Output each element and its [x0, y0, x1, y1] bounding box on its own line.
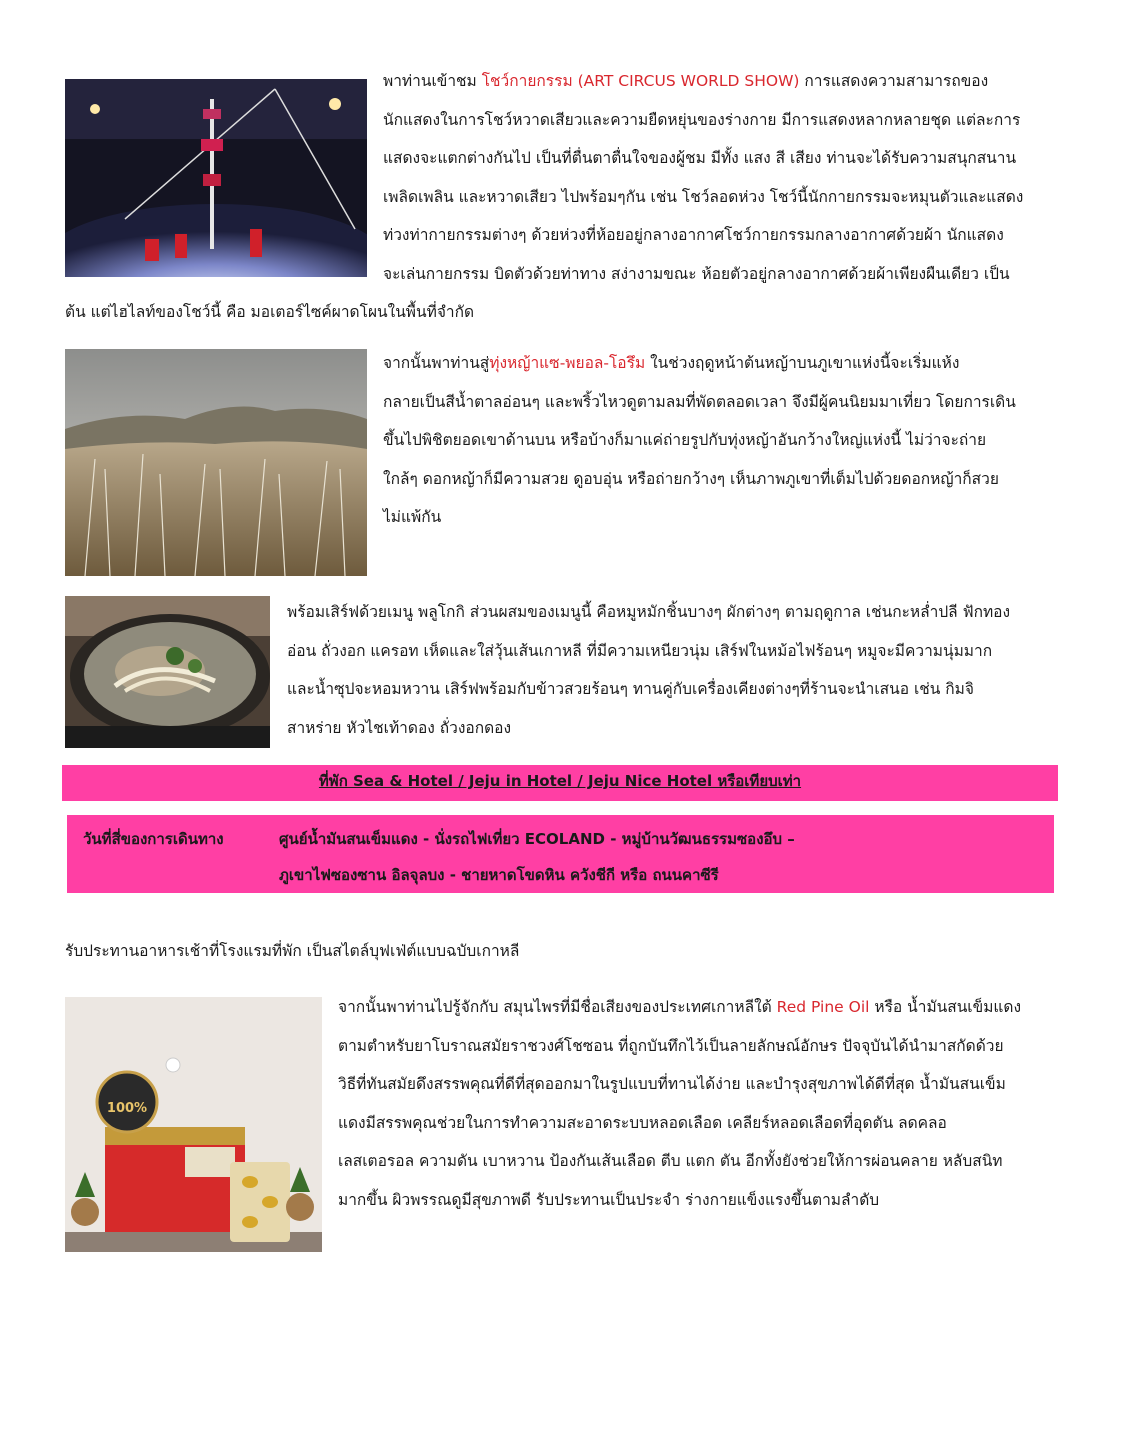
text-line: แสดงจะแตกต่างกันไป เป็นที่ตื่นตาตื่นใจของผู้ชม มีทั้ง แสง สี เสียง ท่านจะได้รับความสนุกสนาน: [383, 149, 1017, 167]
text-line: วิธีที่ทันสมัยดึงสรรพคุณที่ดีที่สุดออกมาในรูปแบบที่ทานได้ง่าย และบำรุงสุขภาพได้ดีที่สุด น้ำมันสนเข็ม: [338, 1075, 1006, 1093]
text-line: กลายเป็นสีน้ำตาลอ่อนๆ และพริ้วไหวดูตามลมที่พัดตลอดเวลา จึงมีผู้คนนิยมมาเที่ยว โดยการเดิน: [383, 392, 1016, 411]
circus-photo: [65, 79, 367, 277]
day-itinerary-line: ศูนย์น้ำมันสนเข็มแดง - นั่งรถไฟเที่ยว ECOLAND - หมู่บ้านวัฒนธรรมซองอึบ –: [279, 830, 795, 848]
text-line: ตามตำหรับยาโบราณสมัยราชวงศ์โชซอน ที่ถูกบันทึกไว้เป็นลายลักษณ์อักษร ปัจจุบันได้นำมาสกัดด้วย: [338, 1036, 1004, 1055]
text-line: พร้อมเสิร์ฟด้วยเมนู พลูโกกิ ส่วนผสมของเมนูนี้ คือหมูหมักชิ้นบางๆ ผักต่างๆ ตามฤดูกาล เช่นกะหล่ำปลี ฟักทอง: [287, 603, 1011, 621]
text: หรือ น้ำมันสนเข็มแดง: [869, 998, 1022, 1016]
text-line: ท่วงท่ากายกรรมต่างๆ ด้วยห่วงที่ห้อยอยู่กลางอากาศโชว์กายกรรมกลางอากาศด้วยผ้า นักแสดง: [383, 226, 1004, 244]
text: จากนั้นพาท่านสู่: [383, 354, 490, 372]
bulgogi-description: [287, 593, 1010, 747]
hotel-text: ที่พัก Sea & Hotel / Jeju in Hotel / Jeju Nice Hotel หรือเทียบเท่า: [318, 772, 802, 790]
text-line: เลสเตอรอล ความดัน เบาหวาน ป้องกันเส้นเลือด ตีบ แตก ตัน อีกทั้งยังช่วยให้การผ่อนคลาย หลับสนิท: [338, 1152, 1003, 1170]
text: พาท่านเข้าชม: [383, 72, 482, 90]
text-line: และน้ำซุปจะหอมหวาน เสิร์ฟพร้อมกับข้าวสวยร้อนๆ ทานคู่กับเครื่องเคียงต่างๆที่ร้านจะนำเสนอ เช่น กิมจิ: [287, 680, 974, 698]
grassland-description: [383, 344, 1016, 537]
text-line: นักแสดงในการโชว์หวาดเสียวและความยืดหยุ่นของร่างกาย มีการแสดงหลากหลายชุด แต่ละการ: [383, 110, 1021, 129]
text-line: มากขึ้น ผิวพรรณดูมีสุขภาพดี รับประทานเป็นประจำ ร่างกายแข็งแรงขึ้นตามลำดับ: [338, 1190, 880, 1209]
text-line: สาหร่าย หัวไชเท้าดอง ถั่วงอกดอง: [287, 718, 512, 737]
red-pine-oil-product-photo: [65, 997, 322, 1252]
purity-badge: 100%: [106, 1101, 148, 1116]
day-four-banner: [67, 815, 1054, 893]
bulgogi-photo: [65, 596, 270, 748]
hotel-banner: [62, 765, 1058, 801]
text-line: จะเล่นกายกรรม บิดตัวด้วยท่าทาง สง่างามขณะ ห้อยตัวอยู่กลางอากาศด้วยผ้าเพียงผืนเดียว เป็น: [383, 264, 1010, 283]
circus-description: [383, 62, 1023, 293]
grassland-photo: [65, 349, 367, 576]
text-line: อ่อน ถั่วงอก แครอท เห็ดและใส่วุ้นเส้นเกาหลี ที่มีความเหนียวนุ่ม เสิร์ฟในหม้อไฟร้อนๆ หมูจะมีความนุ่มมาก: [287, 641, 993, 660]
day-itinerary-line: ภูเขาไฟซองซาน อิลจุลบง - ชายหาดโขดหิน ควังชีกี หรือ ถนนคาซีรี: [279, 866, 719, 884]
text-line: ใกล้ๆ ดอกหญ้าก็มีความสวย ดูอบอุ่น หรือถ่ายกว้างๆ เห็นภาพภูเขาที่เต็มไปด้วยดอกหญ้าก็สวย: [383, 469, 999, 488]
text-line: ไม่แพ้กัน: [383, 508, 442, 526]
circus-description-tail: [65, 293, 474, 332]
circus-show-name: โชว์กายกรรม (ART CIRCUS WORLD SHOW): [481, 72, 800, 90]
text: ในช่วงฤดูหน้าต้นหญ้าบนภูเขาแห่งนี้จะเริ่มแห้ง: [645, 354, 960, 372]
grassland-name: ทุ่งหญ้าแซ-พยอล-โอรึม: [489, 354, 646, 372]
breakfast-text: รับประทานอาหารเช้าที่โรงแรมที่พัก เป็นสไตล์บุฟเฟ่ต์แบบฉบับเกาหลี: [65, 942, 520, 960]
day-label: วันที่สี่ของการเดินทาง: [83, 830, 224, 848]
red-pine-oil-description: [338, 988, 1021, 1219]
text-line: ต้น แต่ไฮไลท์ของโชว์นี้ คือ มอเตอร์ไซค์ผาดโผนในพื้นที่จำกัด: [65, 303, 475, 321]
text-line: แดงมีสรรพคุณช่วยในการทำความสะอาดระบบหลอดเลือด เคลียร์หลอดเลือดที่อุดตัน ลดคลอ: [338, 1113, 947, 1132]
text-line: ขึ้นไปพิชิตยอดเขาด้านบน หรือบ้างก็มาแค่ถ่ายรูปกับทุ่งหญ้าอันกว้างใหญ่แห่งนี้ ไม่ว่าจะถ่าย: [383, 431, 987, 449]
red-pine-oil-name: Red Pine Oil: [776, 998, 870, 1016]
text: การแสดงความสามารถของ: [799, 72, 989, 90]
text: จากนั้นพาท่านไปรู้จักกับ สมุนไพรที่มีชื่อเสียงของประเทศเกาหลีใต้: [338, 998, 777, 1016]
text-line: เพลิดเพลิน และหวาดเสียว ไปพร้อมๆกัน เช่น โชว์ลอดห่วง โชว์นี้นักกายกรรมจะหมุนตัวและแสดง: [383, 187, 1024, 206]
